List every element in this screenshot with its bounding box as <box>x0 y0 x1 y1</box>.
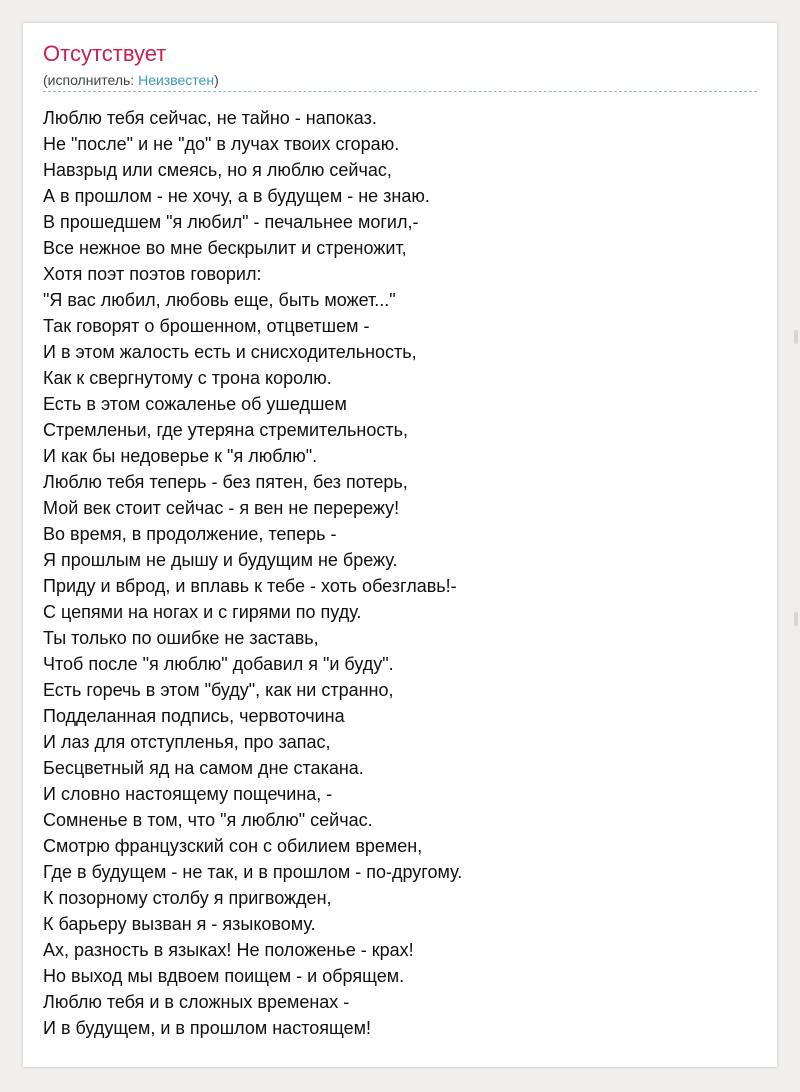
artist-suffix: ) <box>214 72 219 88</box>
lyric-line: Люблю тебя и в сложных временах - <box>43 992 350 1012</box>
lyric-line: Во время, в продолжение, теперь - <box>43 524 337 544</box>
lyric-line: Все нежное во мне бескрылит и стреножит, <box>43 238 407 258</box>
lyric-line: Смотрю французский сон с обилием времен, <box>43 836 423 856</box>
lyric-line: Люблю тебя теперь - без пятен, без потерь, <box>43 472 408 492</box>
lyric-line: Подделанная подпись, червоточина <box>43 706 345 726</box>
lyric-line: В прошедшем "я любил" - печальнее могил,- <box>43 212 419 232</box>
lyric-line: Навзрыд или смеясь, но я люблю сейчас, <box>43 160 392 180</box>
artist-line <box>43 71 757 92</box>
lyric-line: И словно настоящему пощечина, - <box>43 784 333 804</box>
song-title: Отсутствует <box>43 41 167 66</box>
lyric-line: Ах, разность в языках! Не положенье - крах! <box>43 940 414 960</box>
lyric-line: И как бы недоверье к "я люблю". <box>43 446 318 466</box>
lyric-line: Есть в этом сожаленье об ушедшем <box>43 394 347 414</box>
lyric-line: Ты только по ошибке не заставь, <box>43 628 319 648</box>
lyric-line: И в будущем, и в прошлом настоящем! <box>43 1018 371 1038</box>
artist-link[interactable]: Неизвестен <box>138 72 215 88</box>
lyric-line: Не "после" и не "до" в лучах твоих сгораю. <box>43 134 400 154</box>
lyric-line: Сомненье в том, что "я люблю" сейчас. <box>43 810 373 830</box>
lyric-line: Чтоб после "я люблю" добавил я "и буду". <box>43 654 394 674</box>
lyric-line: А в прошлом - не хочу, а в будущем - не знаю. <box>43 186 430 206</box>
lyric-line: Люблю тебя сейчас, не тайно - напоказ. <box>43 108 377 128</box>
artist-prefix: (исполнитель: <box>43 72 139 88</box>
lyric-line: Так говорят о брошенном, отцветшем - <box>43 316 370 336</box>
lyric-line: Где в будущем - не так, и в прошлом - по-другому. <box>43 862 463 882</box>
lyric-line: Я прошлым не дышу и будущим не брежу. <box>43 550 398 570</box>
lyric-line: Стремленьи, где утеряна стремительность, <box>43 420 408 440</box>
lyric-line: Есть горечь в этом "буду", как ни странно, <box>43 680 394 700</box>
lyric-line: Мой век стоит сейчас - я вен не перережу! <box>43 498 400 518</box>
lyric-line: К позорному столбу я пригвожден, <box>43 888 332 908</box>
lyric-line: К барьеру вызван я - языковому. <box>43 914 316 934</box>
lyric-line: Но выход мы вдвоем поищем - и обрящем. <box>43 966 405 986</box>
lyric-line: "Я вас любил, любовь еще, быть может..." <box>43 290 396 310</box>
lyric-line: Бесцветный яд на самом дне стакана. <box>43 758 364 778</box>
lyrics-text <box>43 105 757 1041</box>
scroll-edge-mark-top <box>794 330 798 344</box>
lyric-line: И в этом жалость есть и снисходительность, <box>43 342 417 362</box>
lyric-line: С цепями на ногах и с гирями по пуду. <box>43 602 362 622</box>
lyric-line: Как к свергнутому с трона королю. <box>43 368 332 388</box>
lyric-line: Приду и вброд, и вплавь к тебе - хоть обезглавь!- <box>43 576 457 596</box>
lyric-line: И лаз для отступленья, про запас, <box>43 732 331 752</box>
lyrics-card <box>23 23 777 1067</box>
lyric-line: Хотя поэт поэтов говорил: <box>43 264 262 284</box>
scroll-edge-mark-bottom <box>794 612 798 626</box>
